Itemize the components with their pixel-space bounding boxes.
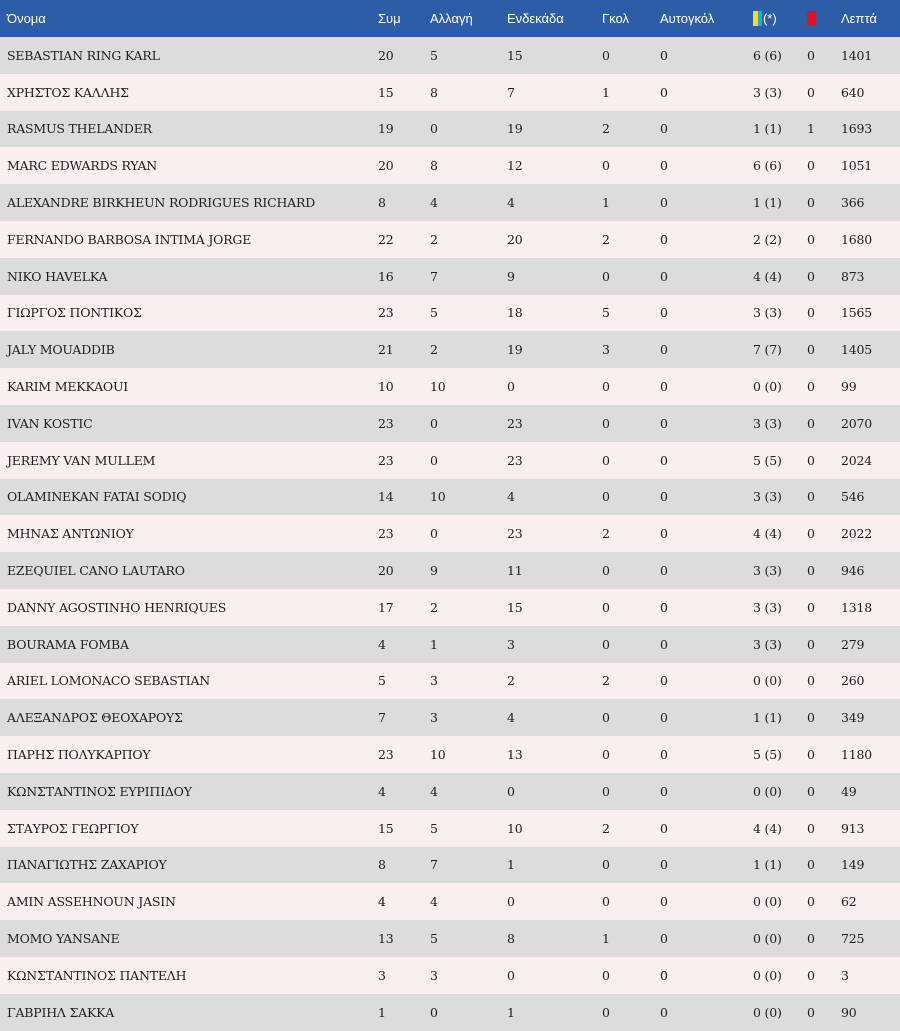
minutes-cell: 349 [841, 710, 865, 726]
starts-cell: 19 [507, 121, 523, 137]
table-row[interactable] [0, 442, 900, 479]
own-goals-cell: 0 [660, 894, 668, 910]
goals-cell: 2 [602, 121, 610, 137]
red-cards-cell: 0 [807, 857, 815, 873]
own-goals-cell: 0 [660, 379, 668, 395]
table-row[interactable] [0, 295, 900, 332]
own-goals-cell: 0 [660, 452, 668, 468]
own-goals-cell: 0 [660, 636, 668, 652]
table-row[interactable] [0, 147, 900, 184]
starts-cell: 0 [507, 967, 515, 983]
red-cards-cell: 0 [807, 342, 815, 358]
own-goals-cell: 0 [660, 599, 668, 615]
goals-cell: 0 [602, 1004, 610, 1020]
yellow-cards-cell: 1 (1) [753, 121, 782, 137]
starts-cell: 23 [507, 526, 523, 542]
starts-cell: 18 [507, 305, 523, 321]
starts-cell: 0 [507, 894, 515, 910]
red-card-icon [807, 11, 816, 26]
red-cards-cell: 1 [807, 121, 815, 137]
player-name-cell: ALEXANDRE BIRKHEUN RODRIGUES RICHARD [7, 195, 316, 211]
starts-cell: 20 [507, 231, 523, 247]
player-name-cell: JALY MOUADDIB [7, 342, 115, 358]
player-name-cell: ΚΩΝΣΤΑΝΤΙΝΟΣ ΕΥΡΙΠΙΔΟΥ [7, 783, 192, 799]
player-name-cell: OLAMINEKAN FATAI SODIQ [7, 489, 187, 505]
appearances-cell: 3 [378, 967, 386, 983]
appearances-cell: 23 [378, 305, 394, 321]
red-cards-cell: 0 [807, 1004, 815, 1020]
starts-cell: 15 [507, 599, 523, 615]
goals-cell: 0 [602, 158, 610, 174]
player-name-cell: BOURAMA FOMBA [7, 636, 129, 652]
column-header-name[interactable]: Όνομα [7, 11, 46, 26]
yellow-cards-cell: 3 (3) [753, 415, 782, 431]
substitutions-cell: 2 [430, 342, 438, 358]
goals-cell: 1 [602, 195, 610, 211]
goals-cell: 0 [602, 415, 610, 431]
yellow-cards-cell: 0 (0) [753, 1004, 782, 1020]
player-name-cell: ΜΗΝΑΣ ΑΝΤΩΝΙΟΥ [7, 526, 134, 542]
table-row[interactable] [0, 221, 900, 258]
own-goals-cell: 0 [660, 563, 668, 579]
appearances-cell: 8 [378, 857, 386, 873]
yellow-cards-cell: 3 (3) [753, 84, 782, 100]
appearances-cell: 23 [378, 452, 394, 468]
starts-cell: 1 [507, 857, 515, 873]
goals-cell: 1 [602, 84, 610, 100]
appearances-cell: 23 [378, 526, 394, 542]
table-row[interactable] [0, 184, 900, 221]
player-name-cell: ARIEL LOMONACO SEBASTIAN [7, 673, 211, 689]
yellow-cards-cell: 0 (0) [753, 931, 782, 947]
appearances-cell: 20 [378, 47, 394, 63]
column-header-starts[interactable]: Ενδεκάδα [507, 11, 564, 26]
substitutions-cell: 10 [430, 489, 446, 505]
player-name-cell: FERNANDO BARBOSA INTIMA JORGE [7, 231, 252, 247]
table-row[interactable] [0, 74, 900, 111]
minutes-cell: 90 [841, 1004, 857, 1020]
own-goals-cell: 0 [660, 305, 668, 321]
own-goals-cell: 0 [660, 158, 668, 174]
goals-cell: 0 [602, 710, 610, 726]
red-cards-cell: 0 [807, 673, 815, 689]
own-goals-cell: 0 [660, 820, 668, 836]
substitutions-cell: 4 [430, 783, 438, 799]
minutes-cell: 99 [841, 379, 857, 395]
table-row[interactable] [0, 331, 900, 368]
player-name-cell: ΠΑΝΑΓΙΩΤΗΣ ΖΑΧΑΡΙΟΥ [7, 857, 167, 873]
yellow-cards-cell: 0 (0) [753, 783, 782, 799]
starts-cell: 1 [507, 1004, 515, 1020]
column-header-apps[interactable]: Συμ [378, 11, 401, 26]
minutes-cell: 149 [841, 857, 865, 873]
goals-cell: 0 [602, 636, 610, 652]
goals-cell: 0 [602, 268, 610, 284]
substitutions-cell: 2 [430, 599, 438, 615]
starts-cell: 4 [507, 489, 515, 505]
yellow-cards-cell: 0 (0) [753, 967, 782, 983]
goals-cell: 2 [602, 526, 610, 542]
minutes-cell: 260 [841, 673, 865, 689]
column-header-own-goals[interactable]: Αυτογκόλ [660, 11, 715, 26]
red-cards-cell: 0 [807, 158, 815, 174]
goals-cell: 0 [602, 379, 610, 395]
goals-cell: 0 [602, 783, 610, 799]
minutes-cell: 62 [841, 894, 857, 910]
appearances-cell: 15 [378, 820, 394, 836]
starts-cell: 12 [507, 158, 523, 174]
red-cards-cell: 0 [807, 452, 815, 468]
table-row[interactable] [0, 920, 900, 957]
table-row[interactable] [0, 479, 900, 516]
yellow-cards-cell: 1 (1) [753, 857, 782, 873]
table-row[interactable] [0, 111, 900, 148]
player-name-cell: ΠΑΡΗΣ ΠΟΛΥΚΑΡΠΟΥ [7, 747, 151, 763]
table-row[interactable] [0, 515, 900, 552]
column-header-yellow-cards[interactable] [753, 0, 807, 37]
goals-cell: 0 [602, 489, 610, 505]
red-cards-cell: 0 [807, 489, 815, 505]
own-goals-cell: 0 [660, 747, 668, 763]
table-row[interactable] [0, 773, 900, 810]
substitutions-cell: 3 [430, 967, 438, 983]
goals-cell: 0 [602, 967, 610, 983]
appearances-cell: 8 [378, 195, 386, 211]
appearances-cell: 5 [378, 673, 386, 689]
red-cards-cell: 0 [807, 747, 815, 763]
substitutions-cell: 1 [430, 636, 438, 652]
substitutions-cell: 8 [430, 84, 438, 100]
starts-cell: 7 [507, 84, 515, 100]
minutes-cell: 3 [841, 967, 849, 983]
goals-cell: 3 [602, 342, 610, 358]
red-cards-cell: 0 [807, 231, 815, 247]
appearances-cell: 13 [378, 931, 394, 947]
minutes-cell: 1401 [841, 47, 873, 63]
player-name-cell: KARIM MEKKAOUI [7, 379, 129, 395]
yellow-cards-cell: 7 (7) [753, 342, 782, 358]
minutes-cell: 546 [841, 489, 865, 505]
yellow-cards-cell: 4 (4) [753, 526, 782, 542]
own-goals-cell: 0 [660, 489, 668, 505]
substitutions-cell: 5 [430, 820, 438, 836]
column-header-minutes[interactable]: Λεπτά [841, 11, 877, 26]
appearances-cell: 14 [378, 489, 394, 505]
appearances-cell: 19 [378, 121, 394, 137]
starts-cell: 10 [507, 820, 523, 836]
appearances-cell: 17 [378, 599, 394, 615]
own-goals-cell: 0 [660, 121, 668, 137]
minutes-cell: 946 [841, 563, 865, 579]
substitutions-cell: 4 [430, 894, 438, 910]
player-name-cell: NIKO HAVELKA [7, 268, 108, 284]
table-row[interactable] [0, 810, 900, 847]
red-cards-cell: 0 [807, 894, 815, 910]
goals-cell: 0 [602, 599, 610, 615]
starts-cell: 23 [507, 452, 523, 468]
minutes-cell: 279 [841, 636, 865, 652]
substitutions-cell: 5 [430, 47, 438, 63]
red-cards-cell: 0 [807, 84, 815, 100]
yellow-cards-cell: 5 (5) [753, 452, 782, 468]
yellow-card-suffix: (*) [763, 11, 777, 26]
yellow-cards-cell: 0 (0) [753, 379, 782, 395]
table-row[interactable] [0, 957, 900, 994]
own-goals-cell: 0 [660, 783, 668, 799]
table-row[interactable] [0, 368, 900, 405]
red-cards-cell: 0 [807, 379, 815, 395]
yellow-cards-cell: 1 (1) [753, 195, 782, 211]
starts-cell: 4 [507, 195, 515, 211]
minutes-cell: 2024 [841, 452, 873, 468]
substitutions-cell: 2 [430, 231, 438, 247]
red-cards-cell: 0 [807, 195, 815, 211]
column-header-subs[interactable]: Αλλαγή [430, 11, 473, 26]
starts-cell: 0 [507, 783, 515, 799]
table-row[interactable] [0, 663, 900, 700]
goals-cell: 0 [602, 857, 610, 873]
red-cards-cell: 0 [807, 47, 815, 63]
player-name-cell: ΓΙΩΡΓΟΣ ΠΟΝΤΙΚΟΣ [7, 305, 142, 321]
player-name-cell: RASMUS THELANDER [7, 121, 152, 137]
appearances-cell: 1 [378, 1004, 386, 1020]
yellow-cards-cell: 4 (4) [753, 820, 782, 836]
minutes-cell: 366 [841, 195, 865, 211]
table-row[interactable] [0, 405, 900, 442]
appearances-cell: 7 [378, 710, 386, 726]
player-name-cell: ΓΑΒΡΙΗΛ ΣΑΚΚΑ [7, 1004, 115, 1020]
player-name-cell: MOMO YANSANE [7, 931, 120, 947]
yellow-cards-cell: 3 (3) [753, 489, 782, 505]
minutes-cell: 2070 [841, 415, 873, 431]
appearances-cell: 16 [378, 268, 394, 284]
appearances-cell: 20 [378, 563, 394, 579]
player-name-cell: EZEQUIEL CANO LAUTARO [7, 563, 185, 579]
substitutions-cell: 8 [430, 158, 438, 174]
appearances-cell: 22 [378, 231, 394, 247]
red-cards-cell: 0 [807, 415, 815, 431]
own-goals-cell: 0 [660, 415, 668, 431]
minutes-cell: 2022 [841, 526, 873, 542]
goals-cell: 2 [602, 231, 610, 247]
substitutions-cell: 3 [430, 710, 438, 726]
goals-cell: 0 [602, 47, 610, 63]
substitutions-cell: 5 [430, 305, 438, 321]
substitutions-cell: 5 [430, 931, 438, 947]
appearances-cell: 20 [378, 158, 394, 174]
player-name-cell: AMIN ASSEHNOUN JASIN [7, 894, 176, 910]
starts-cell: 0 [507, 379, 515, 395]
appearances-cell: 23 [378, 415, 394, 431]
yellow-cards-cell: 6 (6) [753, 158, 782, 174]
minutes-cell: 640 [841, 84, 865, 100]
substitutions-cell: 9 [430, 563, 438, 579]
starts-cell: 11 [507, 563, 523, 579]
minutes-cell: 1180 [841, 747, 873, 763]
appearances-cell: 23 [378, 747, 394, 763]
minutes-cell: 1051 [841, 158, 873, 174]
minutes-cell: 1693 [841, 121, 873, 137]
red-cards-cell: 0 [807, 563, 815, 579]
appearances-cell: 10 [378, 379, 394, 395]
starts-cell: 4 [507, 710, 515, 726]
own-goals-cell: 0 [660, 857, 668, 873]
minutes-cell: 913 [841, 820, 865, 836]
appearances-cell: 4 [378, 894, 386, 910]
yellow-cards-cell: 4 (4) [753, 268, 782, 284]
red-cards-cell: 0 [807, 967, 815, 983]
yellow-card-icon [753, 11, 762, 26]
player-name-cell: SEBASTIAN RING KARL [7, 47, 160, 63]
yellow-cards-cell: 2 (2) [753, 231, 782, 247]
substitutions-cell: 0 [430, 121, 438, 137]
starts-cell: 2 [507, 673, 515, 689]
goals-cell: 2 [602, 673, 610, 689]
goals-cell: 0 [602, 563, 610, 579]
table-body [0, 37, 900, 1031]
table-row[interactable] [0, 589, 900, 626]
player-name-cell: ΣΤΑΥΡΟΣ ΓΕΩΡΓΙΟΥ [7, 820, 139, 836]
own-goals-cell: 0 [660, 342, 668, 358]
red-cards-cell: 0 [807, 820, 815, 836]
table-row[interactable] [0, 736, 900, 773]
red-cards-cell: 0 [807, 710, 815, 726]
appearances-cell: 4 [378, 783, 386, 799]
substitutions-cell: 4 [430, 195, 438, 211]
own-goals-cell: 0 [660, 84, 668, 100]
table-row[interactable] [0, 699, 900, 736]
appearances-cell: 21 [378, 342, 394, 358]
own-goals-cell: 0 [660, 967, 668, 983]
table-row[interactable] [0, 37, 900, 74]
goals-cell: 0 [602, 452, 610, 468]
own-goals-cell: 0 [660, 710, 668, 726]
own-goals-cell: 0 [660, 231, 668, 247]
substitutions-cell: 7 [430, 857, 438, 873]
minutes-cell: 725 [841, 931, 865, 947]
yellow-cards-cell: 5 (5) [753, 747, 782, 763]
starts-cell: 3 [507, 636, 515, 652]
minutes-cell: 1680 [841, 231, 873, 247]
red-cards-cell: 0 [807, 599, 815, 615]
goals-cell: 1 [602, 931, 610, 947]
red-cards-cell: 0 [807, 783, 815, 799]
starts-cell: 19 [507, 342, 523, 358]
appearances-cell: 15 [378, 84, 394, 100]
player-name-cell: MARC EDWARDS RYAN [7, 158, 158, 174]
yellow-cards-cell: 3 (3) [753, 563, 782, 579]
appearances-cell: 4 [378, 636, 386, 652]
own-goals-cell: 0 [660, 195, 668, 211]
minutes-cell: 49 [841, 783, 857, 799]
own-goals-cell: 0 [660, 1004, 668, 1020]
table-row[interactable] [0, 883, 900, 920]
red-cards-cell: 0 [807, 526, 815, 542]
yellow-cards-cell: 6 (6) [753, 47, 782, 63]
player-name-cell: DANNY AGOSTINHO HENRIQUES [7, 599, 227, 615]
table-row[interactable] [0, 258, 900, 295]
player-name-cell: JEREMY VAN MULLEM [7, 452, 156, 468]
goals-cell: 5 [602, 305, 610, 321]
yellow-cards-cell: 3 (3) [753, 636, 782, 652]
yellow-cards-cell: 0 (0) [753, 673, 782, 689]
starts-cell: 15 [507, 47, 523, 63]
substitutions-cell: 3 [430, 673, 438, 689]
substitutions-cell: 0 [430, 415, 438, 431]
red-cards-cell: 0 [807, 268, 815, 284]
goals-cell: 0 [602, 747, 610, 763]
substitutions-cell: 10 [430, 747, 446, 763]
substitutions-cell: 0 [430, 452, 438, 468]
substitutions-cell: 0 [430, 1004, 438, 1020]
player-name-cell: ΧΡΗΣΤΟΣ ΚΑΛΛΗΣ [7, 84, 129, 100]
player-name-cell: ΑΛΕΞΑΝΔΡΟΣ ΘΕΟΧΑΡΟΥΣ [7, 710, 183, 726]
minutes-cell: 1318 [841, 599, 873, 615]
table-row[interactable] [0, 994, 900, 1031]
own-goals-cell: 0 [660, 526, 668, 542]
own-goals-cell: 0 [660, 47, 668, 63]
red-cards-cell: 0 [807, 636, 815, 652]
own-goals-cell: 0 [660, 931, 668, 947]
own-goals-cell: 0 [660, 673, 668, 689]
table-row[interactable] [0, 552, 900, 589]
table-row[interactable] [0, 626, 900, 663]
player-name-cell: IVAN KOSTIC [7, 415, 93, 431]
table-row[interactable] [0, 847, 900, 884]
yellow-cards-cell: 1 (1) [753, 710, 782, 726]
red-cards-cell: 0 [807, 931, 815, 947]
minutes-cell: 873 [841, 268, 865, 284]
minutes-cell: 1405 [841, 342, 873, 358]
player-name-cell: ΚΩΝΣΤΑΝΤΙΝΟΣ ΠΑΝΤΕΛΗ [7, 967, 187, 983]
yellow-cards-cell: 3 (3) [753, 305, 782, 321]
starts-cell: 9 [507, 268, 515, 284]
column-header-red-cards[interactable] [807, 0, 841, 37]
yellow-cards-cell: 3 (3) [753, 599, 782, 615]
table-header-row [0, 0, 900, 37]
substitutions-cell: 7 [430, 268, 438, 284]
substitutions-cell: 10 [430, 379, 446, 395]
own-goals-cell: 0 [660, 268, 668, 284]
goals-cell: 0 [602, 894, 610, 910]
yellow-cards-cell: 0 (0) [753, 894, 782, 910]
substitutions-cell: 0 [430, 526, 438, 542]
starts-cell: 13 [507, 747, 523, 763]
column-header-goals[interactable]: Γκολ [602, 11, 629, 26]
starts-cell: 8 [507, 931, 515, 947]
minutes-cell: 1565 [841, 305, 873, 321]
red-cards-cell: 0 [807, 305, 815, 321]
goals-cell: 2 [602, 820, 610, 836]
starts-cell: 23 [507, 415, 523, 431]
